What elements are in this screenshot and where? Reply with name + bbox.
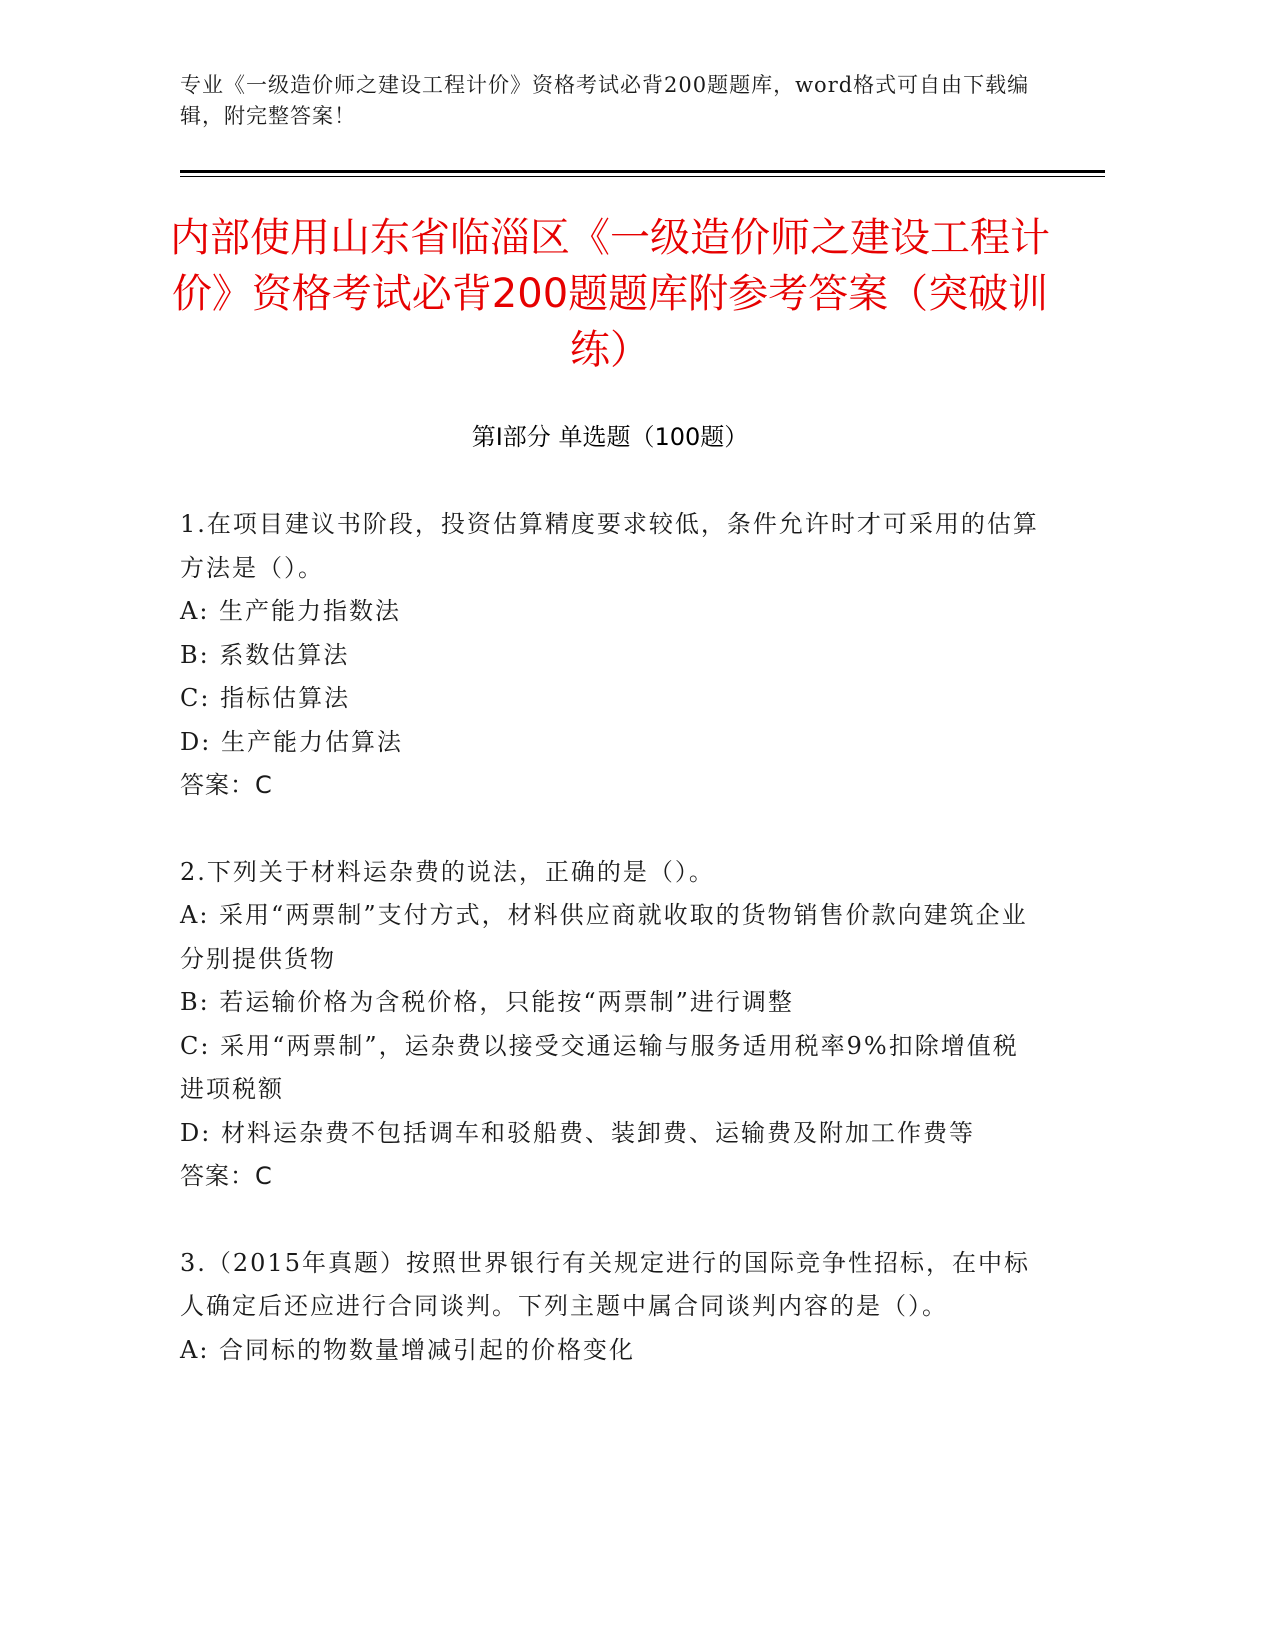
- question-3: [180, 1242, 1040, 1373]
- question-stem: 3.（2015年真题）按照世界银行有关规定进行的国际竞争性招标，在中标人确定后还应进行合同谈判。下列主题中属合同谈判内容的是（）。: [180, 1248, 1030, 1320]
- header-note: 专业《一级造价师之建设工程计价》资格考试必背200题题库，word格式可自由下载编辑，附完整答案！: [180, 73, 1030, 128]
- option-b: B: 若运输价格为含税价格，只能按“两票制”进行调整: [180, 988, 794, 1016]
- option-b: B: 系数估算法: [180, 640, 350, 669]
- question-2: [180, 851, 1040, 1199]
- section-title: 第I部分 单选题（100题）: [471, 423, 749, 451]
- option-a: A: 合同标的物数量增减引起的价格变化: [180, 1335, 636, 1364]
- question-1: [180, 503, 1040, 808]
- option-a: A: 采用“两票制”支付方式，材料供应商就收取的货物销售价款向建筑企业分别提供货物: [180, 901, 1028, 973]
- question-list: [180, 503, 1040, 1415]
- header-divider-thick: [180, 170, 1105, 173]
- option-d: D: 材料运杂费不包括调车和驳船费、装卸费、运输费及附加工作费等: [180, 1118, 975, 1147]
- question-stem: 1.在项目建议书阶段，投资估算精度要求较低，条件允许时才可采用的估算方法是（）。: [180, 510, 1039, 582]
- option-d: D: 生产能力估算法: [180, 727, 403, 756]
- document-title: 内部使用山东省临淄区《一级造价师之建设工程计价》资格考试必背200题题库附参考答案（突破训练）: [170, 215, 1050, 373]
- answer: 答案：C: [180, 1162, 273, 1190]
- option-c: C: 指标估算法: [180, 684, 351, 712]
- question-stem: 2.下列关于材料运杂费的说法，正确的是（）。: [180, 857, 715, 886]
- header-divider-thin: [180, 176, 1105, 177]
- answer: 答案：C: [180, 771, 273, 799]
- option-c: C: 采用“两票制”，运杂费以接受交通运输与服务适用税率9%扣除增值税进项税额: [180, 1031, 1019, 1103]
- option-a: A: 生产能力指数法: [180, 597, 402, 625]
